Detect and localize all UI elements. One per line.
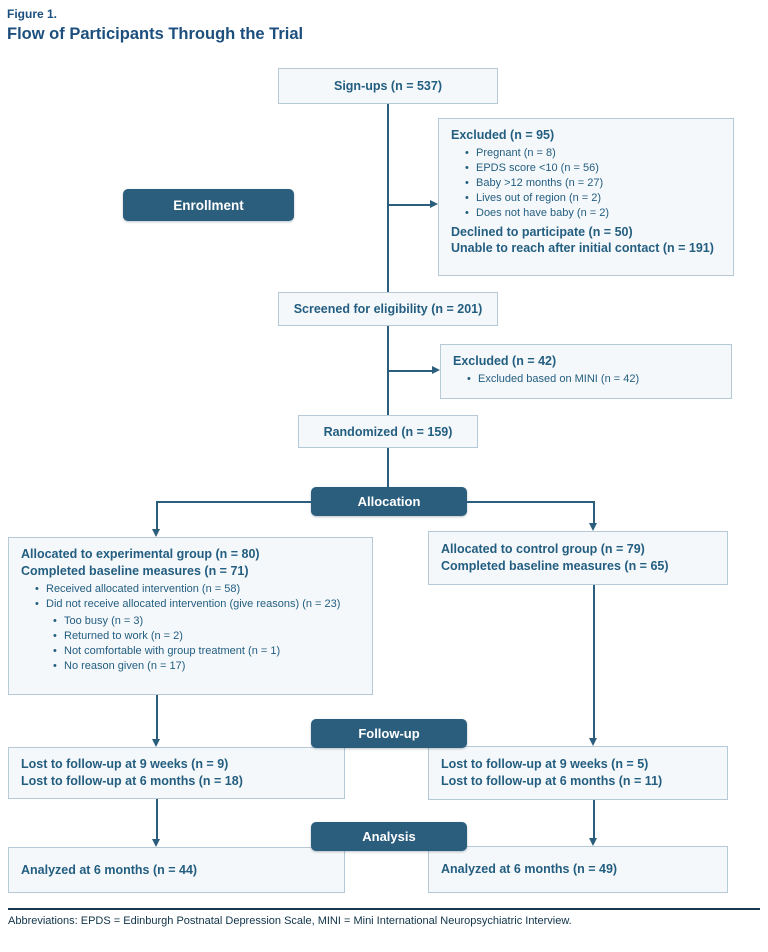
excluded-screening-title: Excluded (n = 42) bbox=[453, 354, 557, 368]
experimental-bullets bbox=[21, 582, 360, 612]
arrow-down-icon bbox=[152, 739, 160, 747]
arrow-down-icon bbox=[152, 529, 160, 537]
connector-branch-experimental bbox=[156, 501, 158, 531]
list-item: • Too busy (n = 3) bbox=[53, 614, 360, 629]
footer-divider bbox=[8, 908, 760, 910]
stage-label-allocation: Allocation bbox=[311, 487, 467, 516]
flow-box-signups: Sign-ups (n = 537) bbox=[278, 68, 498, 104]
followup-ctrl-line1: Lost to follow-up at 9 weeks (n = 5) bbox=[441, 757, 649, 772]
followup-ctrl-line2: Lost to follow-up at 6 months (n = 11) bbox=[441, 774, 663, 788]
flow-box-experimental-group bbox=[8, 537, 373, 695]
flow-box-control-group bbox=[428, 531, 728, 585]
abbreviations-note: Abbreviations: EPDS = Edinburgh Postnatal Depression Scale, MINI = Mini International Neuropsychiatric Interview. bbox=[8, 915, 572, 927]
connector-to-excluded-enrollment bbox=[388, 204, 431, 206]
arrow-down-icon bbox=[589, 738, 597, 746]
flow-box-followup-control bbox=[428, 746, 728, 800]
excluded-screening-reasons bbox=[453, 372, 719, 387]
followup-exp-line1: Lost to follow-up at 9 weeks (n = 9) bbox=[21, 757, 229, 772]
control-line1: Allocated to control group (n = 79) bbox=[441, 542, 645, 557]
control-line2: Completed baseline measures (n = 65) bbox=[441, 559, 669, 573]
connector-control-followup bbox=[593, 585, 595, 739]
list-item: • Returned to work (n = 2) bbox=[53, 629, 360, 644]
flow-box-followup-experimental bbox=[8, 747, 345, 799]
connector-branch-control bbox=[593, 501, 595, 525]
list-item: • Not comfortable with group treatment (n = 1) bbox=[53, 644, 360, 659]
list-item: • Did not receive allocated intervention (give reasons) (n = 23) bbox=[35, 597, 360, 612]
stage-label-enrollment: Enrollment bbox=[123, 189, 294, 221]
connector-signups-screened bbox=[387, 104, 389, 292]
arrow-down-icon bbox=[589, 838, 597, 846]
analysis-exp-line: Analyzed at 6 months (n = 44) bbox=[21, 862, 198, 877]
excluded-enrollment-reasons bbox=[451, 146, 721, 222]
connector-followup-analysis-right bbox=[593, 800, 595, 839]
list-item: • Does not have baby (n = 2) bbox=[465, 206, 721, 221]
flow-box-screened: Screened for eligibility (n = 201) bbox=[278, 292, 498, 326]
flow-box-excluded-enrollment bbox=[438, 118, 734, 276]
list-item: • Lives out of region (n = 2) bbox=[465, 191, 721, 206]
flow-box-analysis-experimental bbox=[8, 847, 345, 893]
stage-label-followup: Follow-up bbox=[311, 719, 467, 748]
list-item: • Baby >12 months (n = 27) bbox=[465, 176, 721, 191]
stage-label-analysis: Analysis bbox=[311, 822, 467, 851]
flow-box-analysis-control bbox=[428, 846, 728, 893]
connector-to-excluded-screening bbox=[388, 370, 432, 372]
list-item: • Excluded based on MINI (n = 42) bbox=[467, 372, 719, 387]
list-item: • Pregnant (n = 8) bbox=[465, 146, 721, 161]
unreachable-line: Unable to reach after initial contact (n = 191) bbox=[451, 241, 714, 256]
list-item: • Received allocated intervention (n = 58) bbox=[35, 582, 360, 597]
experimental-sub-bullets bbox=[21, 614, 360, 675]
experimental-line1: Allocated to experimental group (n = 80) bbox=[21, 547, 260, 561]
connector-experimental-followup bbox=[156, 695, 158, 740]
figure-label: Figure 1. bbox=[7, 7, 58, 21]
declined-line: Declined to participate (n = 50) bbox=[451, 224, 633, 239]
arrow-down-icon bbox=[152, 839, 160, 847]
experimental-line2: Completed baseline measures (n = 71) bbox=[21, 563, 249, 578]
flow-box-excluded-screening bbox=[440, 344, 732, 399]
connector-followup-analysis-left bbox=[156, 799, 158, 840]
arrow-right-icon bbox=[430, 200, 438, 208]
list-item: • No reason given (n = 17) bbox=[53, 659, 360, 674]
excluded-enrollment-title: Excluded (n = 95) bbox=[451, 128, 555, 142]
followup-exp-line2: Lost to follow-up at 6 months (n = 18) bbox=[21, 774, 243, 788]
flow-box-randomized: Randomized (n = 159) bbox=[298, 415, 478, 448]
figure-title: Flow of Participants Through the Trial bbox=[7, 25, 304, 43]
arrow-right-icon bbox=[432, 366, 440, 374]
arrow-down-icon bbox=[589, 523, 597, 531]
list-item: • EPDS score <10 (n = 56) bbox=[465, 161, 721, 176]
analysis-ctrl-line: Analyzed at 6 months (n = 49) bbox=[441, 862, 618, 877]
